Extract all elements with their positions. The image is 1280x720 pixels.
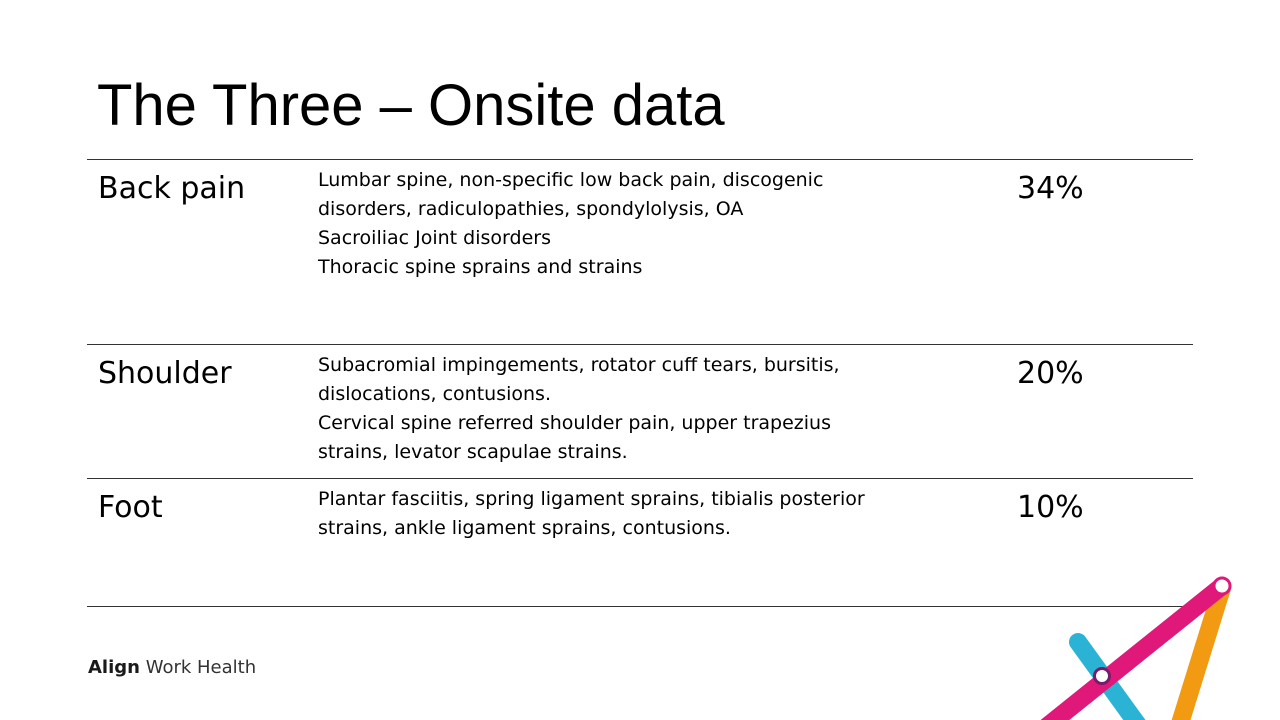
description-line: Plantar fasciitis, spring ligament sprains, tibialis posterior: [318, 488, 865, 510]
brand-regular: Work Health: [139, 657, 257, 678]
description-line: strains, ankle ligament sprains, contusions.: [318, 517, 731, 539]
description-line: disorders, radiculopathies, spondylolysis, OA: [318, 198, 744, 220]
brand-wordmark: [88, 655, 256, 681]
description-line: Sacroiliac Joint disorders: [318, 227, 551, 249]
description-line: Subacromial impingements, rotator cuff tears, bursitis,: [318, 354, 840, 376]
description-line: strains, levator scapulae strains.: [318, 441, 628, 463]
logo-top-node: [1214, 578, 1230, 594]
slide-title: The Three – Onsite data: [97, 73, 725, 138]
row-description: [318, 166, 918, 282]
row-category: Foot: [98, 490, 163, 525]
brand-logo-mark: [1000, 560, 1280, 720]
logo-mid-node: [1095, 669, 1110, 684]
row-percent: 10%: [1017, 490, 1084, 525]
row-percent: 20%: [1017, 356, 1084, 391]
row-category: Shoulder: [98, 356, 232, 391]
description-line: dislocations, contusions.: [318, 383, 551, 405]
data-table: [87, 159, 1193, 607]
brand-bold: Align: [88, 657, 140, 678]
description-line: Cervical spine referred shoulder pain, upper trapezius: [318, 412, 831, 434]
row-category: Back pain: [98, 171, 246, 206]
description-line: Thoracic spine sprains and strains: [318, 256, 643, 278]
table-row: [87, 160, 1193, 344]
row-percent: 34%: [1017, 171, 1084, 206]
description-line: Lumbar spine, non-specific low back pain, discogenic: [318, 169, 824, 191]
row-description: [318, 485, 918, 543]
table-row: [87, 344, 1193, 478]
row-description: [318, 351, 918, 467]
